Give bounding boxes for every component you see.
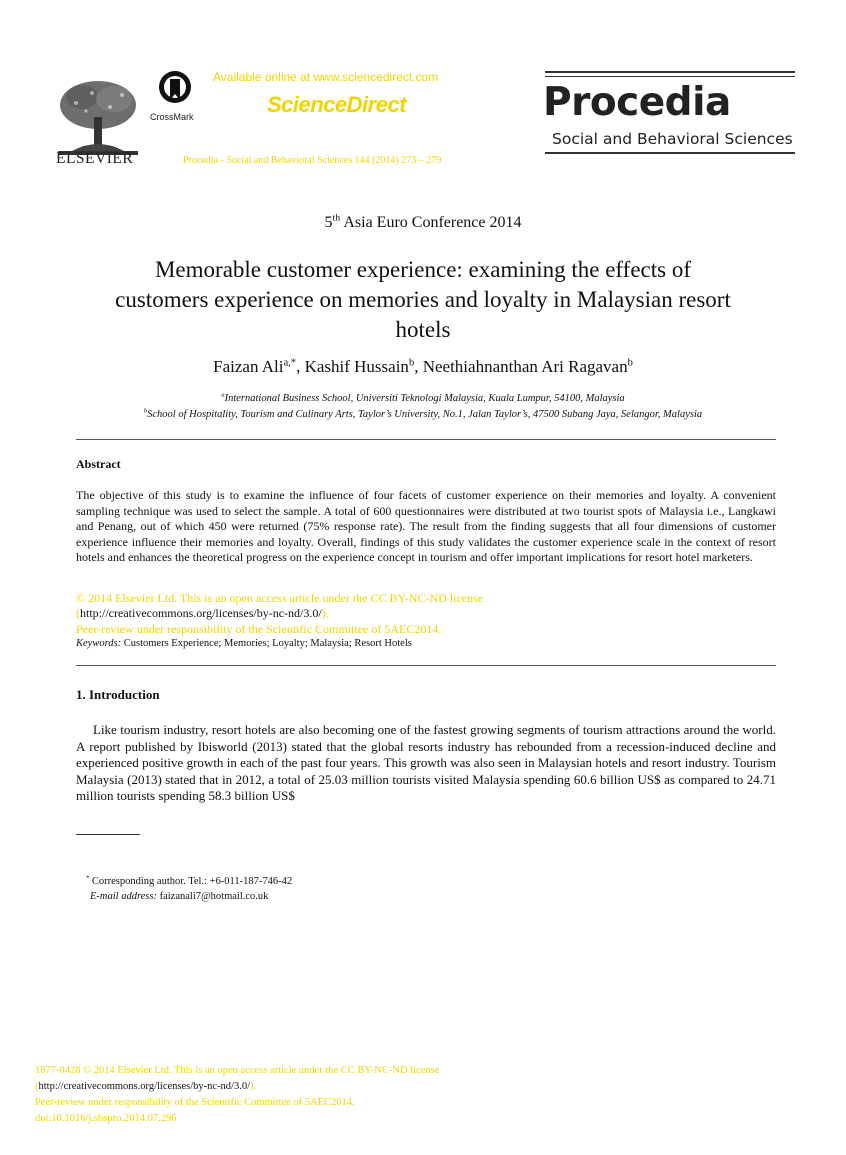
- title-line-1: Memorable customer experience: examining the effects of: [154, 257, 692, 282]
- introduction-text: Like tourism industry, resort hotels are also becoming one of the fastest growing segments of tourism attractions around the world. A report published by Ibisworld (2013) stated that the global resorts industry has rebounded from a recession-induced decline and experienced positive growth in each of the past four years. This growth was also seen in Malaysian hotels and resort industry. Tourism Malaysia (2013) stated that in 2012, a total of 25.03 million tourists visited Malaysia spending 60.6 billion US$ as compared to 24.71 million tourists spending 58.3 billion US$: [76, 722, 776, 804]
- crossmark-label: CrossMark: [150, 112, 194, 122]
- license-line: © 2014 Elsevier Ltd. This is an open access article under the CC BY-NC-ND license: [76, 591, 484, 605]
- procedia-journal-subtitle: Social and Behavioral Sciences: [552, 130, 793, 148]
- footnote-corresponding-author: * Corresponding author. Tel.: +6-011-187-746-42: [86, 874, 293, 887]
- doi[interactable]: doi:10.1016/j.sbspro.2014.07.296: [35, 1113, 177, 1124]
- procedia-journal-title: Procedia: [543, 80, 731, 125]
- paper-title: [60, 255, 786, 345]
- abstract-text: The objective of this study is to examine the influence of four facets of customer experience on their memories and loyalty. A convenient sampling technique was used to select the sample. A total of 600 questionnaires were distributed at two tourist spots of Malaysia i.e., Langkawi and Penang, out of which 450 were returned (75% response rate). The result from the finding suggests that all four dimensions of customer experience influence their memories and loyalty. Overall, findings of this study validates the customer experience scale in the context of resort hotels and enhances the theoretical progress on the experience concept in tourism and offer important implications for resort hotel marketers.: [76, 488, 776, 565]
- bottom-license-url-link[interactable]: http://creativecommons.org/licenses/by-nc-nd/3.0/: [38, 1081, 251, 1092]
- divider: [76, 665, 776, 666]
- journal-citation: Procedia - Social and Behavioral Sciences 144 (2014) 273 – 279: [183, 155, 442, 166]
- affiliation-a: $^a$International Business School, Universiti Teknologi Malaysia, Kuala Lumpur, 54100, Malaysia: [221, 391, 625, 404]
- conference-name: 5th Asia Euro Conference 2014: [324, 212, 522, 231]
- license-link-line: (http://creativecommons.org/licenses/by-nc-nd/3.0/).: [76, 606, 329, 620]
- divider: [76, 439, 776, 440]
- issn-license-line: 1877-0428 © 2014 Elsevier Ltd. This is an open access article under the CC BY-NC-ND license: [35, 1065, 440, 1076]
- publisher-name: ELSEVIER: [56, 150, 134, 167]
- procedia-bottom-rule: [545, 152, 795, 154]
- bottom-license-link-line: (http://creativecommons.org/licenses/by-nc-nd/3.0/).: [35, 1081, 257, 1092]
- bottom-peer-review-line: Peer-review under responsibility of the Scientific Committee of 5AEC2014.: [35, 1097, 355, 1108]
- section-heading-introduction: 1. Introduction: [76, 687, 160, 702]
- peer-review-line: Peer-review under responsibility of the Scientific Committee of 5AEC2014.: [76, 622, 442, 636]
- title-line-2: customers experience on memories and loyalty in Malaysian resort: [115, 287, 731, 312]
- affiliation-b: $^b$School of Hospitality, Tourism and Culinary Arts, Taylor’s University, No.1, Jalan Taylor’s, 47500 Subang Jaya, Selangor, Malaysia: [143, 407, 703, 420]
- keywords: Keywords: Customers Experience; Memories; Loyalty; Malaysia; Resort Hotels: [76, 638, 412, 649]
- abstract-heading: Abstract: [76, 457, 121, 471]
- footnote-rule: [76, 834, 140, 835]
- available-online-link[interactable]: Available online at www.sciencedirect.com: [213, 70, 439, 84]
- sciencedirect-logo: ScienceDirect: [267, 92, 407, 117]
- crossmark-icon[interactable]: [158, 70, 192, 110]
- footnote-email: E-mail address: faizanali7@hotmail.co.uk: [90, 891, 269, 902]
- license-url-link[interactable]: http://creativecommons.org/licenses/by-nc-nd/3.0/: [80, 606, 322, 620]
- email-link[interactable]: faizanali7@hotmail.co.uk: [156, 891, 269, 902]
- title-line-3: hotels: [395, 317, 451, 342]
- author-list: Faizan Ali$^{a,*}$, Kashif Hussain$^b$, Neethiahnanthan Ari Ragavan$^b$: [213, 357, 633, 376]
